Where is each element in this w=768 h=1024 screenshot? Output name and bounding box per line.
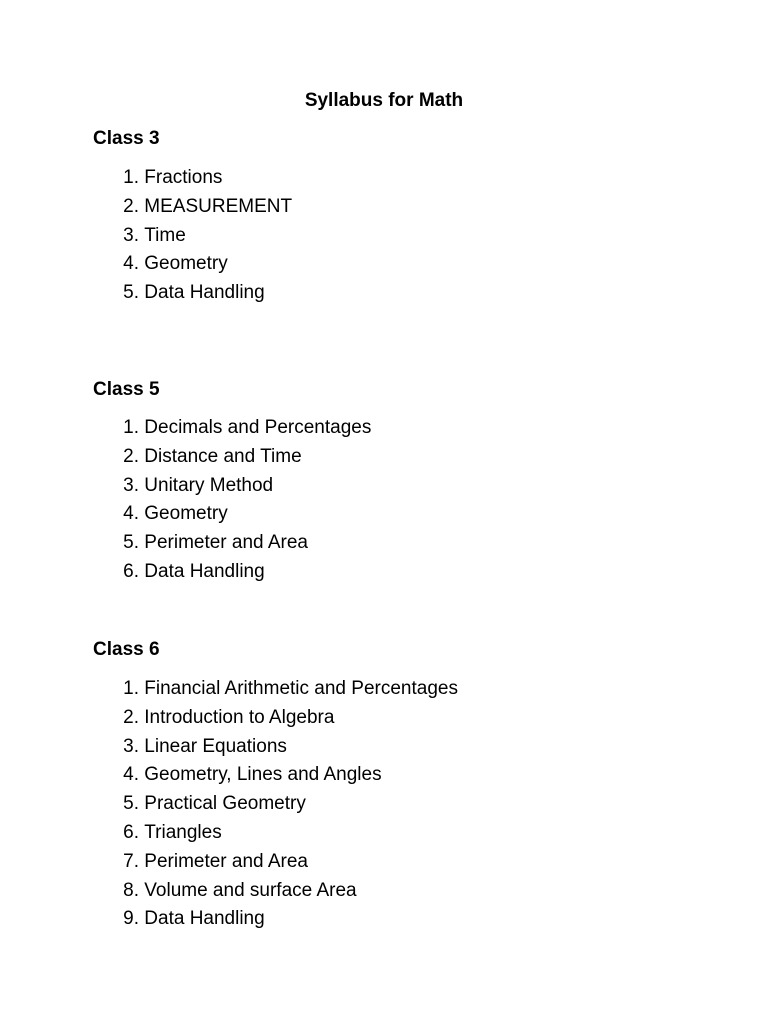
section-heading-class-6: Class 6	[93, 639, 160, 660]
list-item-text: Data Handling	[144, 560, 265, 582]
list-item-number: 1.	[123, 167, 139, 188]
list-item-text: Geometry, Lines and Angles	[144, 764, 382, 786]
list-item-text: Introduction to Algebra	[144, 706, 335, 728]
list-item-text: Data Handling	[144, 282, 265, 304]
list-item	[108, 414, 371, 443]
list-item	[108, 279, 292, 308]
list-item	[108, 848, 458, 877]
list-item	[108, 704, 458, 733]
list-item	[108, 500, 371, 529]
list-item-text: Geometry	[144, 253, 228, 275]
topic-list-class-5	[108, 414, 371, 587]
list-item-number: 4.	[123, 253, 139, 275]
list-item-text: Volume and surface Area	[144, 879, 357, 901]
list-item-number: 2.	[123, 445, 139, 467]
list-item-number: 6.	[123, 821, 139, 843]
list-item-number: 4.	[123, 764, 139, 786]
list-item-text: Financial Arithmetic and Percentages	[144, 678, 458, 699]
list-item-text: Distance and Time	[144, 445, 302, 467]
list-item-number: 3.	[123, 474, 139, 496]
list-item-number: 7.	[123, 850, 139, 872]
list-item-text: Decimals and Percentages	[144, 417, 372, 438]
list-item	[108, 558, 371, 587]
list-item-text: MEASUREMENT	[144, 195, 293, 217]
list-item	[108, 819, 458, 848]
page-title: Syllabus for Math	[304, 90, 464, 111]
list-item-number: 5.	[123, 532, 139, 554]
list-item	[108, 675, 458, 704]
list-item-text: Perimeter and Area	[144, 850, 308, 872]
list-item-number: 3.	[123, 735, 139, 757]
list-item	[108, 164, 292, 193]
list-item-text: Geometry	[144, 503, 228, 525]
list-item-number: 5.	[123, 282, 139, 304]
list-item-number: 6.	[123, 560, 139, 582]
list-item-text: Triangles	[144, 821, 222, 843]
list-item	[108, 443, 371, 472]
list-item	[108, 472, 371, 501]
list-item-number: 3.	[123, 224, 139, 246]
list-item	[108, 529, 371, 558]
section-heading-class-5: Class 5	[93, 379, 160, 400]
list-item-number: 2.	[123, 195, 139, 217]
topic-list-class-6	[108, 675, 458, 934]
list-item	[108, 877, 458, 906]
list-item	[108, 222, 292, 251]
list-item-number: 8.	[123, 879, 139, 901]
list-item-text: Practical Geometry	[144, 793, 306, 815]
list-item-text: Perimeter and Area	[144, 532, 308, 554]
list-item-number: 1.	[123, 417, 139, 438]
list-item-text: Unitary Method	[144, 474, 274, 496]
list-item-text: Linear Equations	[144, 735, 287, 757]
list-item-number: 1.	[123, 678, 139, 699]
list-item	[108, 193, 292, 222]
list-item-text: Time	[144, 224, 186, 246]
list-item	[108, 761, 458, 790]
list-item-number: 2.	[123, 706, 139, 728]
list-item	[108, 790, 458, 819]
list-item	[108, 733, 458, 762]
list-item-number: 5.	[123, 793, 139, 815]
list-item	[108, 905, 458, 934]
list-item	[108, 250, 292, 279]
list-item-number: 4.	[123, 503, 139, 525]
list-item-number: 9.	[123, 908, 139, 930]
section-heading-class-3: Class 3	[93, 128, 160, 149]
topic-list-class-3	[108, 164, 292, 308]
list-item-text: Fractions	[144, 167, 223, 188]
list-item-text: Data Handling	[144, 908, 265, 930]
